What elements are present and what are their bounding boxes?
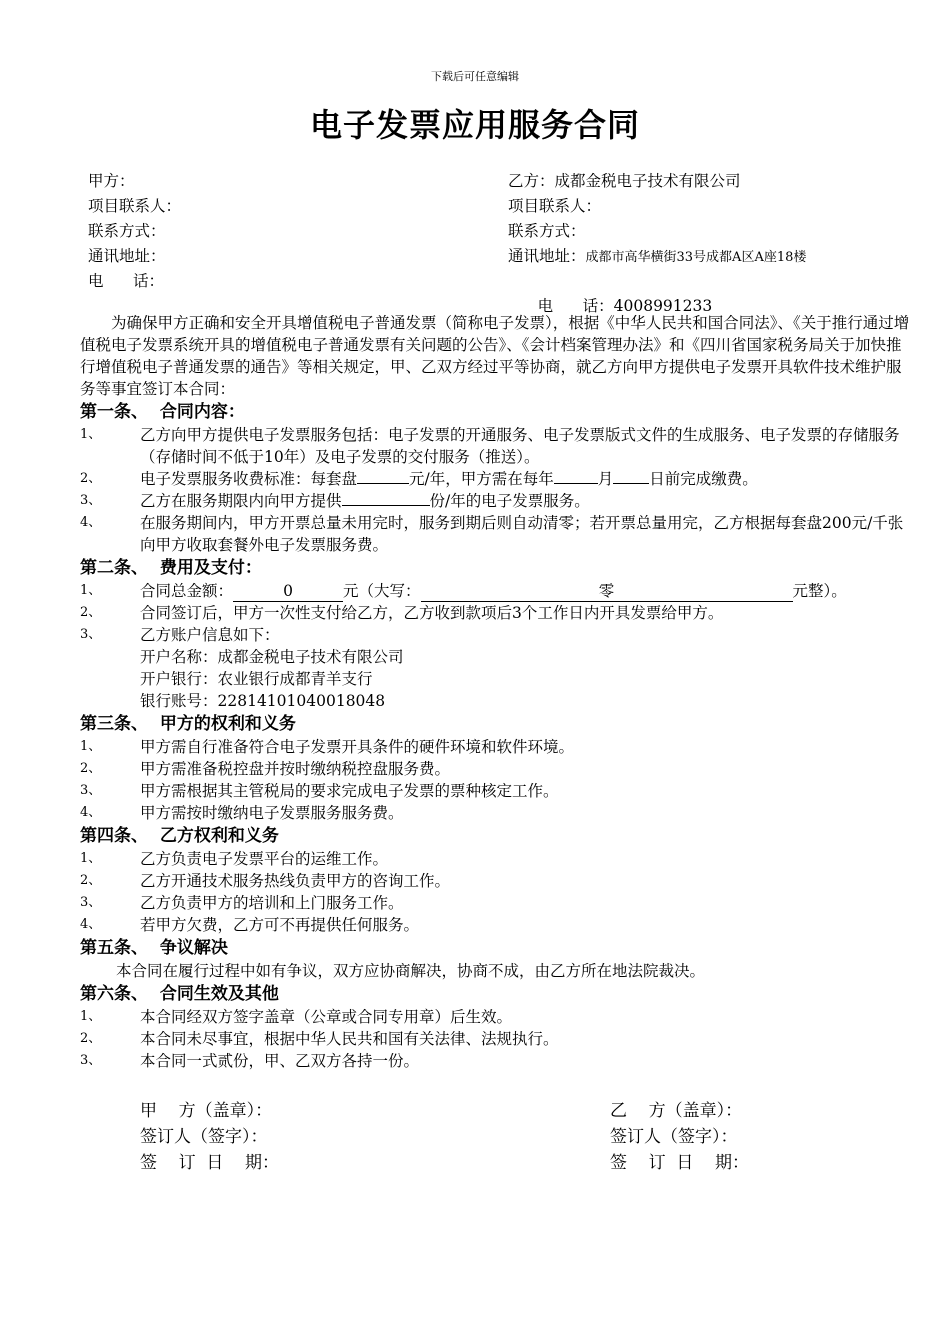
item-text: 甲方需自行准备符合电子发票开具条件的硬件环境和软件环境。 (140, 738, 575, 756)
list-item (80, 512, 910, 556)
account-name: 开户名称：成都金税电子技术有限公司 (140, 648, 404, 666)
section-2-title: 第二条、 费用及支付： (80, 558, 262, 578)
item-number: 3、 (80, 783, 102, 798)
item-text: 合同签订后，甲方一次性支付给乙方，乙方收到款项后3个工作日内开具发票给甲方。 (140, 604, 724, 622)
party-b-name-label: 乙方： (508, 172, 555, 190)
item-text: 本合同一式贰份，甲、乙双方各持一份。 (140, 1052, 420, 1070)
list-item (80, 490, 910, 512)
item-text: 元（大写： (343, 582, 421, 600)
list-item (80, 468, 910, 490)
party-a-method-label: 联系方式： (88, 222, 166, 240)
item-text: 日前完成缴费。 (649, 470, 758, 488)
section-1-title: 第一条、 合同内容： (80, 402, 245, 422)
list-item (80, 1028, 910, 1050)
item-text: 月 (597, 470, 614, 488)
list-item (80, 424, 910, 468)
list-item (80, 870, 910, 892)
party-a-name-label: 甲方： (88, 172, 135, 190)
item-text: 合同总金额： (140, 582, 234, 600)
section-4-title: 第四条、 乙方权利和义务 (80, 826, 279, 846)
item-text: 元/年，甲方需在每年 (409, 470, 554, 488)
item-text: 甲方需根据其主管税局的要求完成电子发票的票种核定工作。 (140, 782, 559, 800)
item-number: 1、 (80, 583, 102, 598)
list-item (80, 892, 910, 914)
header-note: 下载后可任意编辑 (431, 70, 519, 83)
list-item (80, 802, 910, 824)
item-text: 甲方需准备税控盘并按时缴纳税控盘服务费。 (140, 760, 451, 778)
item-number: 4、 (80, 515, 102, 530)
total-amount-cn-field[interactable]: 零 (421, 582, 793, 602)
item-number: 4、 (80, 917, 102, 932)
party-a-phone-label: 电 话： (88, 272, 165, 290)
list-item (80, 848, 910, 870)
party-a-contact-label: 项目联系人： (88, 197, 182, 215)
item-number: 2、 (80, 1031, 102, 1046)
party-b-phone-label: 电 话： (537, 297, 614, 315)
item-text: 乙方在服务期限内向甲方提供 (140, 492, 342, 510)
item-number: 2、 (80, 471, 102, 486)
item-number: 3、 (80, 627, 102, 642)
day-blank[interactable] (613, 483, 649, 484)
party-b-signer-label: 签订人（签字）： (610, 1127, 738, 1147)
party-b-phone-value: 4008991233 (613, 297, 713, 315)
item-text: 份/年的电子发票服务。 (429, 492, 590, 510)
item-text: 在服务期间内，甲方开票总量未用完时，服务到期后则自动清零；若开票总量用完，乙方根据每套盘200元/千张向甲方收取套餐外电子发票服务费。 (140, 514, 904, 554)
list-item (80, 758, 910, 780)
signature-block-b (610, 1098, 749, 1176)
party-a-signer-label: 签订人（签字）： (140, 1127, 268, 1147)
account-bank: 开户银行：农业银行成都青羊支行 (140, 670, 373, 688)
item-text: 乙方负责甲方的培训和上门服务工作。 (140, 894, 404, 912)
party-b-contact-label: 项目联系人： (508, 197, 602, 215)
item-number: 1、 (80, 739, 102, 754)
party-a-block (88, 169, 181, 294)
party-b-address-row (508, 244, 806, 269)
signature-block-a (140, 1098, 279, 1176)
total-amount-field[interactable]: 0 (233, 582, 343, 602)
party-b-name-value: 成都金税电子技术有限公司 (554, 172, 741, 190)
item-number: 1、 (80, 1009, 102, 1024)
item-number: 3、 (80, 1053, 102, 1068)
item-text: 乙方负责电子发票平台的运维工作。 (140, 850, 389, 868)
list-item (80, 1050, 910, 1072)
list-item (80, 624, 910, 646)
item-number: 2、 (80, 873, 102, 888)
item-text: 甲方需按时缴纳电子发票服务服务费。 (140, 804, 404, 822)
list-item (80, 736, 910, 758)
item-text: 若甲方欠费，乙方可不再提供任何服务。 (140, 916, 420, 934)
item-number: 2、 (80, 761, 102, 776)
party-b-seal-label: 乙 方（盖章）： (610, 1101, 743, 1121)
quantity-blank[interactable] (342, 505, 430, 506)
item-text: 乙方账户信息如下： (140, 626, 280, 644)
item-text: 元整）。 (792, 582, 847, 600)
item-text: 乙方向甲方提供电子发票服务包括：电子发票的开通服务、电子发票版式文件的生成服务、电子发票的存储服务（存储时间不低于10年）及电子发票的交付服务（推送）。 (140, 426, 900, 466)
item-text: 乙方开通技术服务热线负责甲方的咨询工作。 (140, 872, 451, 890)
price-blank[interactable] (357, 483, 409, 484)
party-b-name-row (508, 169, 806, 194)
item-number: 1、 (80, 851, 102, 866)
item-number: 3、 (80, 895, 102, 910)
page-title: 电子发票应用服务合同 (309, 106, 640, 144)
party-b-date-label: 签 订 日 期： (610, 1153, 750, 1173)
item-number: 2、 (80, 605, 102, 620)
list-item (80, 914, 910, 936)
party-b-method-label: 联系方式： (508, 222, 586, 240)
item-text: 本合同经双方签字盖章（公章或合同专用章）后生效。 (140, 1008, 513, 1026)
list-item (80, 580, 910, 602)
section-3-title: 第三条、 甲方的权利和义务 (80, 714, 296, 734)
item-number: 1、 (80, 427, 102, 442)
section-5-title: 第五条、 争议解决 (80, 938, 228, 958)
party-b-phone-row (508, 269, 806, 315)
list-item (80, 780, 910, 802)
party-b-address-value: 成都市高华横街33号成都A区A座18楼 (585, 250, 807, 265)
list-item (80, 1006, 910, 1028)
party-b-address-label: 通讯地址： (508, 247, 586, 265)
item-text: 本合同未尽事宜，根据中华人民共和国有关法律、法规执行。 (140, 1030, 559, 1048)
item-text: 电子发票服务收费标准：每套盘 (140, 470, 358, 488)
intro-paragraph: 为确保甲方正确和安全开具增值税电子普通发票（简称电子发票），根据《中华人民共和国合同法》、《关于推行通过增值税电子发票系统开具的增值税电子普通发票有关问题的公告》、《会计档案管理办法》和《四川省国家税务局关于加快推行增值税电子普通发票的通告》等相关规定，甲、乙双方经过平等协商，就乙方向甲方提供电子发票开具软件技术维护服务等事宜签订本合同： (80, 314, 910, 398)
item-number: 3、 (80, 493, 102, 508)
month-blank[interactable] (554, 483, 598, 484)
contract-body (80, 312, 910, 1072)
account-number: 银行账号：22814101040018048 (140, 692, 386, 710)
party-a-address-label: 通讯地址： (88, 247, 166, 265)
item-number: 4、 (80, 805, 102, 820)
dispute-text: 本合同在履行过程中如有争议，双方应协商解决，协商不成，由乙方所在地法院裁决。 (116, 962, 706, 980)
list-item (80, 602, 910, 624)
party-a-date-label: 签 订 日 期： (140, 1153, 280, 1173)
party-a-seal-label: 甲 方（盖章）： (140, 1101, 273, 1121)
section-6-title: 第六条、 合同生效及其他 (80, 984, 279, 1004)
party-b-block (508, 169, 807, 315)
